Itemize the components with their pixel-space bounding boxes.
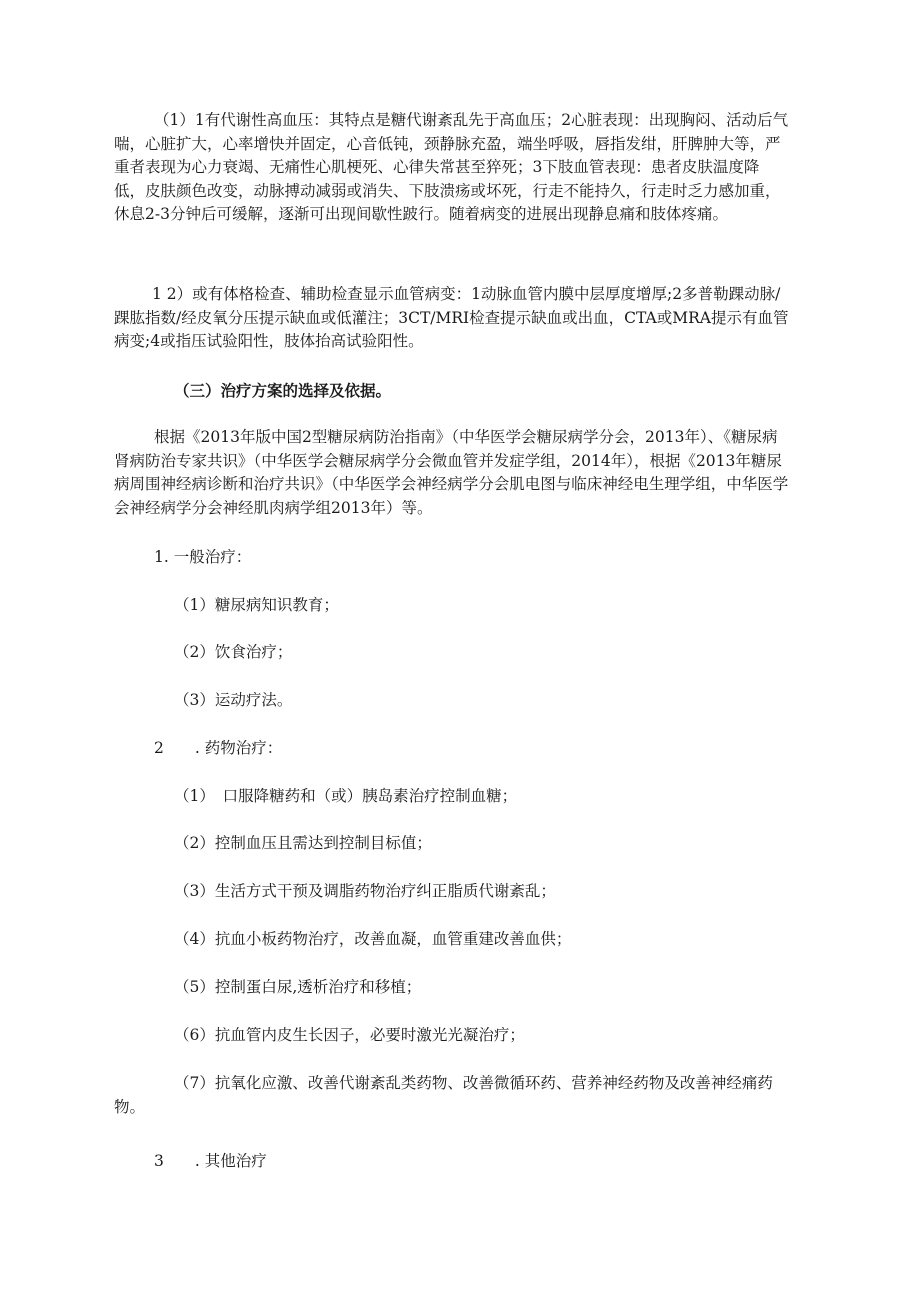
general-treatment-item: （1）糖尿病知识教育； (174, 596, 339, 614)
other-treatment-title: 3 . 其他治疗 (154, 1152, 267, 1170)
section-heading-treatment: （三）治疗方案的选择及依据。 (174, 381, 392, 400)
vascular-exam-paragraph: 1 2）或有体格检查、辅助检查显示血管病变：1动脉血管内膜中层厚度增厚;2多普勒踝动脉/踝肱指数/经皮氧分压提示缺血或低灌注；3CT/MRI检查提示缺血或出血，CTA或MRA提示有血管病变;4或指压试验阳性，肢体抬高试验阳性。 (114, 285, 789, 350)
general-treatment-item: （3）运动疗法。 (174, 691, 293, 709)
drug-treatment-item: （2）控制血压且需达到控制目标值； (174, 834, 432, 852)
drug-treatment-item: （7）抗氧化应激、改善代谢紊乱类药物、改善微循环药、营养神经药物及改善神经痛药物。 (114, 1074, 773, 1116)
drug-treatment-item: （6）抗血管内皮生长因子，必要时激光光凝治疗； (174, 1026, 525, 1044)
drug-treatment-item: （1） 口服降糖药和（或）胰岛素治疗控制血糖； (174, 787, 518, 805)
drug-treatment-title: 2 . 药物治疗： (154, 739, 283, 757)
general-treatment-item: （2）饮食治疗； (174, 643, 293, 661)
clinical-manifestations-paragraph: （1）1有代谢性高血压：其特点是糖代谢紊乱先于高血压；2心脏表现：出现胸闷、活动后气喘，心脏扩大，心率增快并固定，心音低钝，颈静脉充盈，端坐呼吸，唇指发绀，肝脾肿大等，严重者表现为心力衰竭、无痛性心肌梗死、心律失常甚至猝死；3下肢血管表现：患者皮肤温度降低，皮肤颜色改变，动脉搏动减弱或消失、下肢溃疡或坏死，行走不能持久，行走时乏力感加重，休息2-3分钟后可缓解，逐渐可出现间歇性跛行。随着病变的进展出现静息痛和肢体疼痛。 (114, 111, 789, 223)
drug-treatment-item: （5）控制蛋白尿,透析治疗和移植； (174, 978, 422, 996)
guideline-basis-paragraph: 根据《2013年版中国2型糖尿病防治指南》（中华医学会糖尿病学分会，2013年）、《糖尿病肾病防治专家共识》（中华医学会糖尿病学分会微血管并发症学组，2014年），根据《2013年糖尿病周围神经病诊断和治疗共识》（中华医学会神经病学分会肌电图与临床神经电生理学组，中华医学会神经病学分会神经肌肉病学组2013年）等。 (114, 428, 789, 517)
drug-treatment-item: （3）生活方式干预及调脂药物治疗纠正脂质代谢紊乱； (174, 882, 556, 900)
general-treatment-title: 1. 一般治疗： (154, 548, 252, 566)
drug-treatment-item: （4）抗血小板药物治疗，改善血凝，血管重建改善血供； (174, 930, 572, 948)
